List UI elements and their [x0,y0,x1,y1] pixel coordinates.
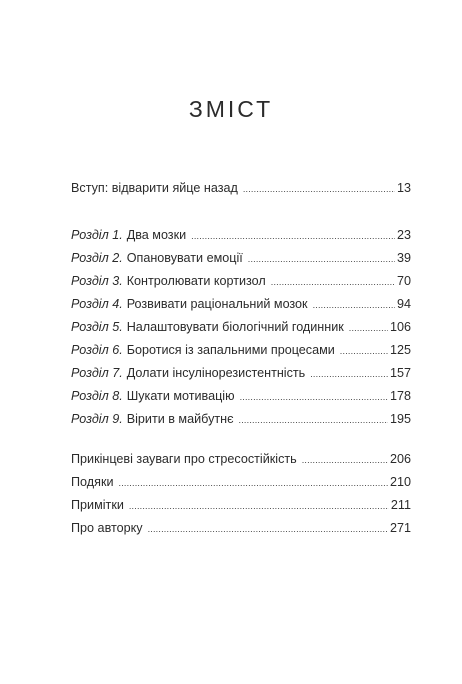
dot-leader [340,346,388,356]
dot-leader [248,254,395,264]
toc-entry-chapter-2[interactable] [71,251,411,274]
dot-leader [129,501,389,511]
chapter-prefix: Розділ 2. [71,251,123,265]
toc-entry-page: 125 [389,343,411,357]
toc-intro-group [71,181,411,204]
dot-leader [310,369,388,379]
toc-entry-page: 195 [389,412,411,426]
dot-leader [119,478,388,488]
toc-entry-page: 13 [396,181,411,195]
toc-entry-chapter-3[interactable] [71,274,411,297]
toc-entry-chapter-1[interactable] [71,228,411,251]
toc-chapters-group [71,228,411,435]
chapter-prefix: Розділ 6. [71,343,123,357]
toc-entry-label: Контролювати кортизол [126,274,266,288]
toc-entry-page: 39 [396,251,411,265]
toc-entry-label: Налаштовувати біологічний годинник [126,320,344,334]
toc-entry-chapter-9[interactable] [71,412,411,435]
dot-leader [349,323,388,333]
toc-entry-page: 178 [389,389,411,403]
toc-entry-chapter-5[interactable] [71,320,411,343]
toc-entry-page: 157 [389,366,411,380]
chapter-prefix: Розділ 8. [71,389,123,403]
toc-entry-label: Прикінцеві зауваги про стресостійкість [71,452,297,466]
toc-entry-label: Про авторку [71,521,143,535]
toc-entry-label: Вступ: відварити яйце назад [71,181,238,195]
toc-entry-intro[interactable] [71,181,411,204]
toc-entry-label: Два мозки [126,228,187,242]
chapter-prefix: Розділ 3. [71,274,123,288]
dot-leader [271,277,395,287]
toc-entry-about-author[interactable] [71,521,411,544]
toc-entry-afterword[interactable] [71,452,411,475]
toc-entry-chapter-6[interactable] [71,343,411,366]
toc-entry-label: Боротися із запальними процесами [126,343,335,357]
toc-entry-chapter-8[interactable] [71,389,411,412]
dot-leader [243,184,395,194]
chapter-prefix: Розділ 4. [71,297,123,311]
toc-entry-label: Долати інсулінорезистентність [126,366,306,380]
chapter-prefix: Розділ 9. [71,412,123,426]
dot-leader [313,300,395,310]
toc-entry-label: Подяки [71,475,114,489]
toc-entry-page: 271 [389,521,411,535]
toc-entry-page: 94 [396,297,411,311]
toc-entry-notes[interactable] [71,498,411,521]
toc-entry-page: 211 [390,498,411,512]
toc-entry-chapter-4[interactable] [71,297,411,320]
toc-entry-label: Шукати мотивацію [126,389,235,403]
toc-back-matter-group [71,452,411,544]
toc-entry-page: 206 [389,452,411,466]
toc-entry-label: Розвивати раціональний мозок [126,297,308,311]
dot-leader [191,231,395,241]
page-title: ЗМІСТ [188,96,274,122]
toc-entry-chapter-7[interactable] [71,366,411,389]
chapter-prefix: Розділ 5. [71,320,123,334]
toc-entry-page: 70 [396,274,411,288]
toc-entry-label: Опановувати емоції [126,251,243,265]
chapter-prefix: Розділ 7. [71,366,123,380]
toc-entry-acknowledgements[interactable] [71,475,411,498]
toc-entry-label: Вірити в майбутнє [126,412,234,426]
chapter-prefix: Розділ 1. [71,228,123,242]
dot-leader [240,392,388,402]
dot-leader [239,415,388,425]
dot-leader [302,455,388,465]
toc-entry-page: 210 [389,475,411,489]
toc-entry-page: 106 [389,320,411,334]
toc-entry-page: 23 [396,228,411,242]
dot-leader [148,524,388,534]
toc-entry-label: Примітки [71,498,124,512]
